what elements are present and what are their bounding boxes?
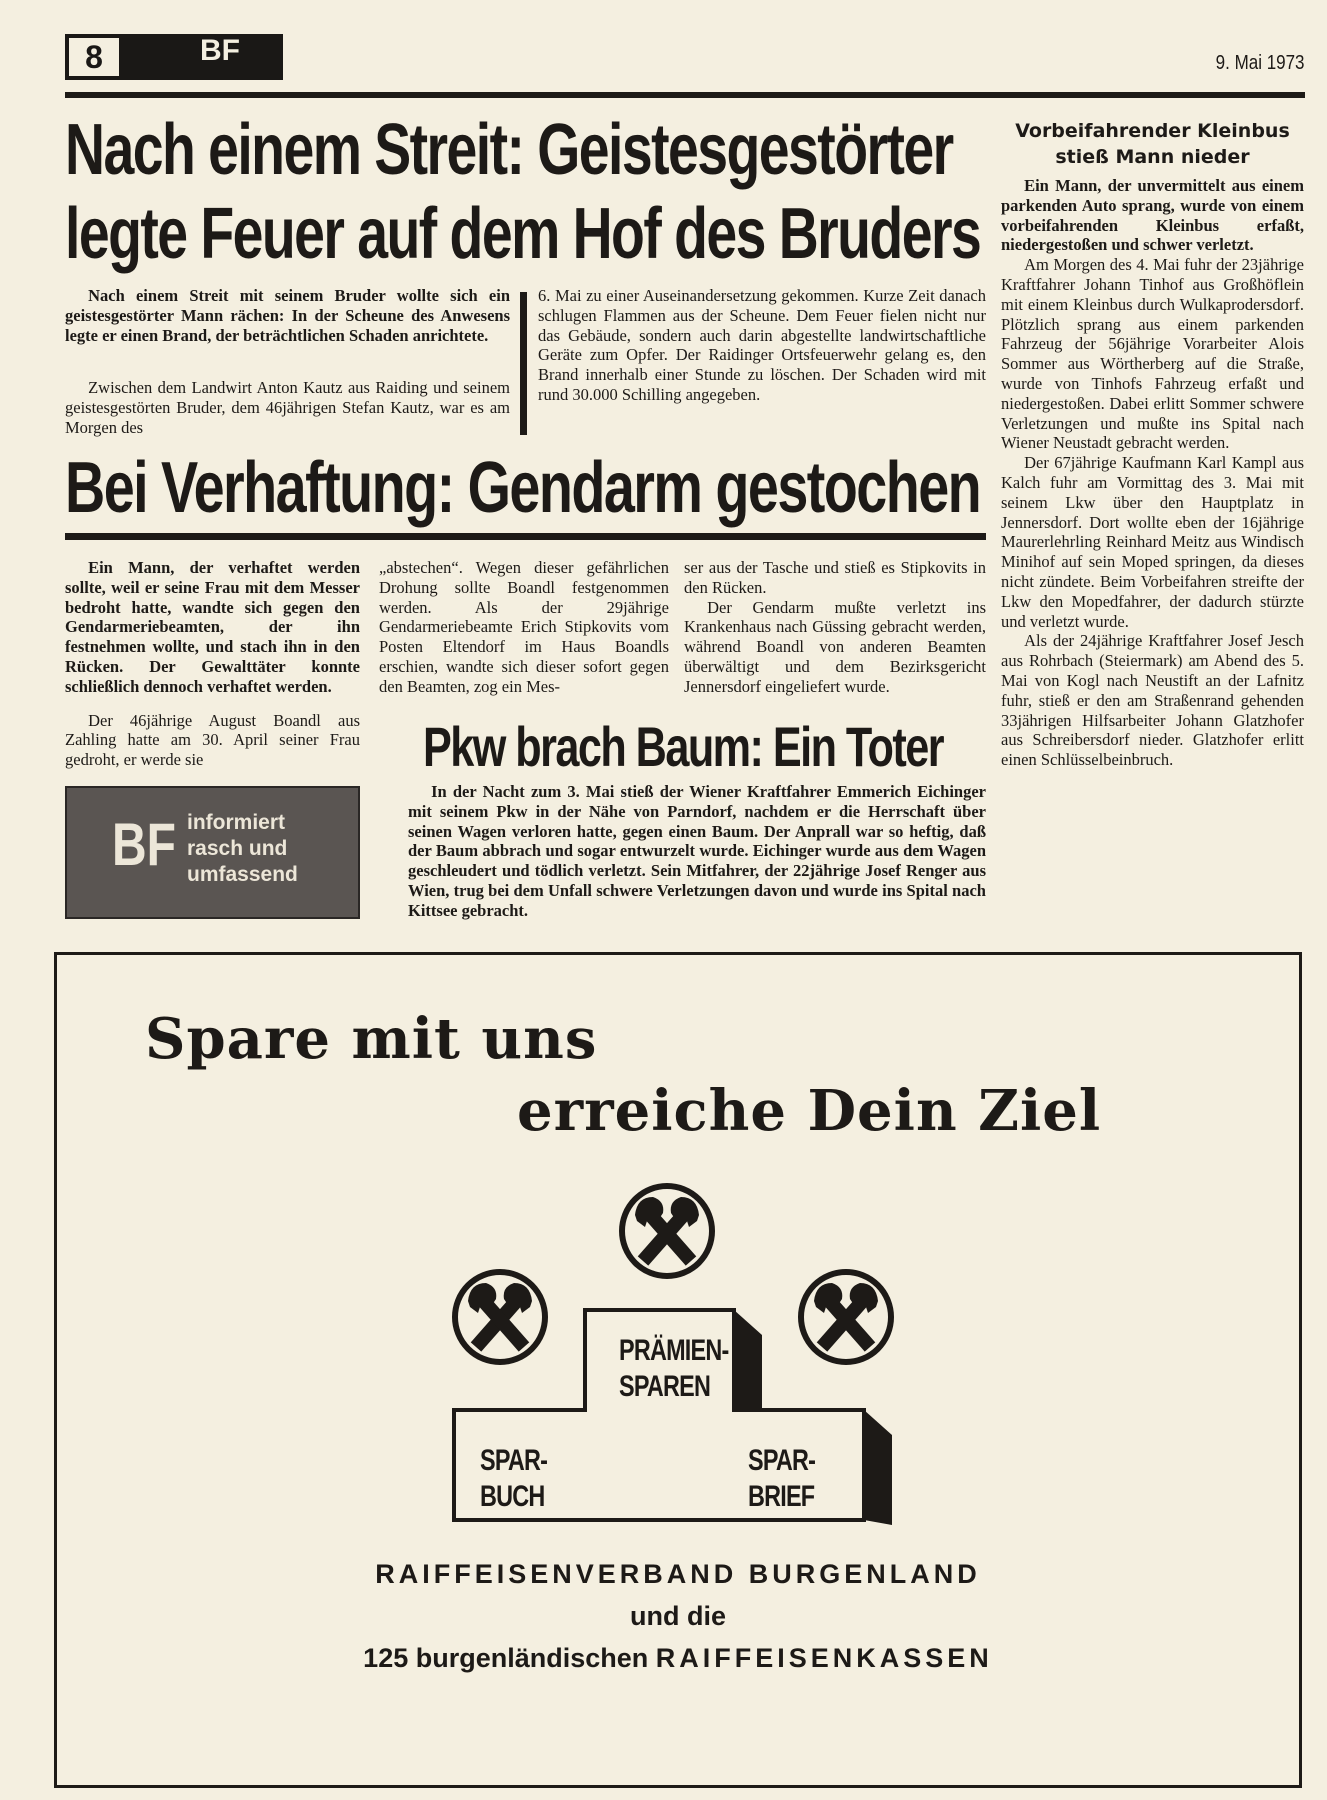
sponsor-line1: RAIFFEISENVERBAND BURGENLAND [375, 1559, 981, 1589]
section-label: BF [200, 34, 240, 67]
ad-slogan-line2: erreiche Dein Ziel [517, 1078, 1102, 1144]
page-number: 8 [69, 38, 119, 76]
body-paragraph: Der 46jährige August Boandl aus Zahling hatte am 30. April seiner Frau gedroht, er werde sie [65, 710, 360, 770]
podium-line: SPAR- [748, 1444, 816, 1477]
promo-logo: BF [112, 811, 176, 878]
column-bar [520, 292, 527, 435]
lead-paragraph: Ein Mann, der verhaftet werden sollte, weil er seine Frau mit dem Messer bedroht hatte, wandte sich gegen den Gendarmeriebeamten, der ihn festnehmen wollte, und stach ihn in den Rücken. Der Gewalttäter konnte schließlich dennoch verhaftet werden. [65, 558, 360, 696]
article4-headline [1001, 118, 1304, 170]
body-paragraph: 6. Mai zu einer Auseinandersetzung gekommen. Kurze Zeit danach schlugen Flammen aus der Scheune. Dem Feuer fielen nicht nur das Gebäude, sondern auch darin abgestellte landwirtschaftliche Geräte zum Opfer. Der Raidinger Ortsfeuerwehr gelang es, den Brand innerhalb einer Stunde zu löschen. Der Schaden wird mit rund 30.000 Schilling angegeben. [538, 286, 986, 404]
podium-line: SPAR- [480, 1444, 548, 1477]
article2-col2 [379, 558, 669, 697]
article3-body [408, 782, 986, 921]
raiffeisen-logo-icon [617, 1181, 717, 1281]
podium-line: SPAREN [619, 1370, 711, 1403]
article1-lead [65, 286, 510, 345]
sponsor-line3 [57, 1641, 1299, 1675]
headline-line: stieß Mann nieder [1055, 146, 1250, 168]
body-paragraph: ser aus der Tasche und stieß es Stipkovits in den Rücken. [684, 558, 986, 597]
body-paragraph: Der 67jährige Kaufmann Karl Kampl aus Kalch fuhr am Vormittag des 3. Mai mit seinem Lkw über den Hauptplatz in Jennersdorf. Dort wollte eben der 16jährige Maurerlehrling Reinhard Meitz aus Windisch Minihof auf sein Moped springen, da dieses nicht zündete. Beim Vorbeifahren streifte der Lkw den Mopedfahrer, der dadurch stürzte und verletzt wurde. [1001, 453, 1304, 631]
article2-col3 [684, 558, 986, 697]
body-paragraph: „abstechen“. Wegen dieser gefährlichen Drohung sollte Boandl festgenommen werden. Als der 29jährige Gendarmeriebeamte Erich Stipkovits vom Posten Eltendorf im Haus Boandls erschien, wandte sich dieser sofort gegen den Beamten, zog ein Mes- [379, 558, 669, 696]
podium-label-sparbrief [748, 1443, 815, 1515]
podium-line: BUCH [480, 1480, 545, 1513]
header-rule [65, 92, 1305, 98]
article2-col1 [65, 558, 360, 770]
sponsor-text: 125 burgenländischen [363, 1643, 656, 1673]
ad-slogan-line1: Spare mit uns [145, 1006, 598, 1072]
promo-line: informiert [187, 811, 286, 834]
article2-rule [65, 533, 986, 540]
promo-line: umfassend [187, 863, 298, 886]
body-paragraph: In der Nacht zum 3. Mai stieß der Wiener Kraftfahrer Emmerich Eichinger mit seinem Pkw in der Nähe von Parndorf, nachdem er die Herrschaft über seinen Wagen verloren hatte, gegen einen Baum. Der Anprall war so heftig, daß der Baum abbrach und sogar entwurzelt wurde. Eichinger wurde aus dem Wagen geschleudert und tödlich verletzt. Sein Mitfahrer, der 22jährige Josef Renger aus Wien, trug bei dem Unfall schwere Verletzungen davon und wurde ins Spital nach Kittsee gebracht. [408, 782, 986, 920]
article4 [1001, 118, 1304, 770]
lead-paragraph: Nach einem Streit mit seinem Bruder wollte sich ein geistesgestörter Mann rächen: In der Scheune des Anwesens legte er einen Brand, der beträchtlichen Schaden anrichtete. [65, 286, 510, 345]
sponsor-line2: und die [630, 1601, 726, 1631]
article1-headline [65, 108, 980, 276]
body-paragraph: Am Morgen des 4. Mai fuhr der 23jährige Kraftfahrer Johann Tinhof aus Großhöflein mit einem Kleinbus durch Wulkaprodersdorf. Plötzlich sprang aus einem parkenden Fahrzeug der 56jährige Vorarbeiter Alois Sommer aus Wörtherberg auf die Straße, wurde von Tinhofs Fahrzeug erfaßt und niedergestoßen. Dabei erlitt Sommer schwere Verletzungen und mußte ins Spital nach Wiener Neustadt gebracht werden. [1001, 255, 1304, 453]
body-paragraph: Als der 24jährige Kraftfahrer Josef Jesch aus Rohrbach (Steiermark) am Abend des 5. Mai von Kogl nach Neustift an der Lafnitz fuhr, stieß er den am Straßenrand gehenden 33jährigen Hilfsarbeiter Johann Glatzhofer aus Schreibersdorf nieder. Glatzhofer erlitt einen Schlüsselbeinbruch. [1001, 631, 1304, 770]
headline-line: Vorbeifahrender Kleinbus [1015, 120, 1290, 142]
podium-label-praemiensparen [619, 1333, 728, 1405]
article4-text [1001, 176, 1304, 770]
body-paragraph: Zwischen dem Landwirt Anton Kautz aus Raiding und seinem geistesgestörten Bruder, dem 46jährigen Stefan Kautz, war es am Morgen des [65, 378, 510, 437]
body-paragraph: Der Gendarm mußte verletzt ins Krankenhaus nach Güssing gebracht werden, während Boandl von anderen Beamten überwältigt und dem Bezirksgericht Jennersdorf eingeliefert wurde. [684, 597, 986, 696]
issue-date: 9. Mai 1973 [1216, 52, 1305, 74]
podium-line: PRÄMIEN- [619, 1334, 729, 1367]
article1-body-col1 [65, 378, 510, 437]
article2-headline: Bei Verhaftung: Gendarm gestochen [65, 448, 981, 528]
article3-headline: Pkw brach Baum: Ein Toter [423, 715, 943, 778]
advertisement [54, 952, 1302, 1788]
promo-line: rasch und [187, 837, 288, 860]
headline-line: Nach einem Streit: Geistesgestörter [65, 110, 953, 190]
promo-text [187, 810, 298, 888]
podium-line: BRIEF [748, 1480, 815, 1513]
podium-label-sparbuch [480, 1443, 547, 1515]
headline-line: legte Feuer auf dem Hof des Bruders [65, 194, 981, 274]
sponsor-text: RAIFFEISENKASSEN [655, 1643, 993, 1673]
lead-paragraph: Ein Mann, der unvermittelt aus einem parkenden Auto sprang, wurde von einem vorbeifahrenden Kleinbus erfaßt, niedergestoßen und schwer verletzt. [1001, 176, 1304, 255]
promo-box [65, 786, 360, 919]
article1-body-col2 [538, 286, 986, 405]
